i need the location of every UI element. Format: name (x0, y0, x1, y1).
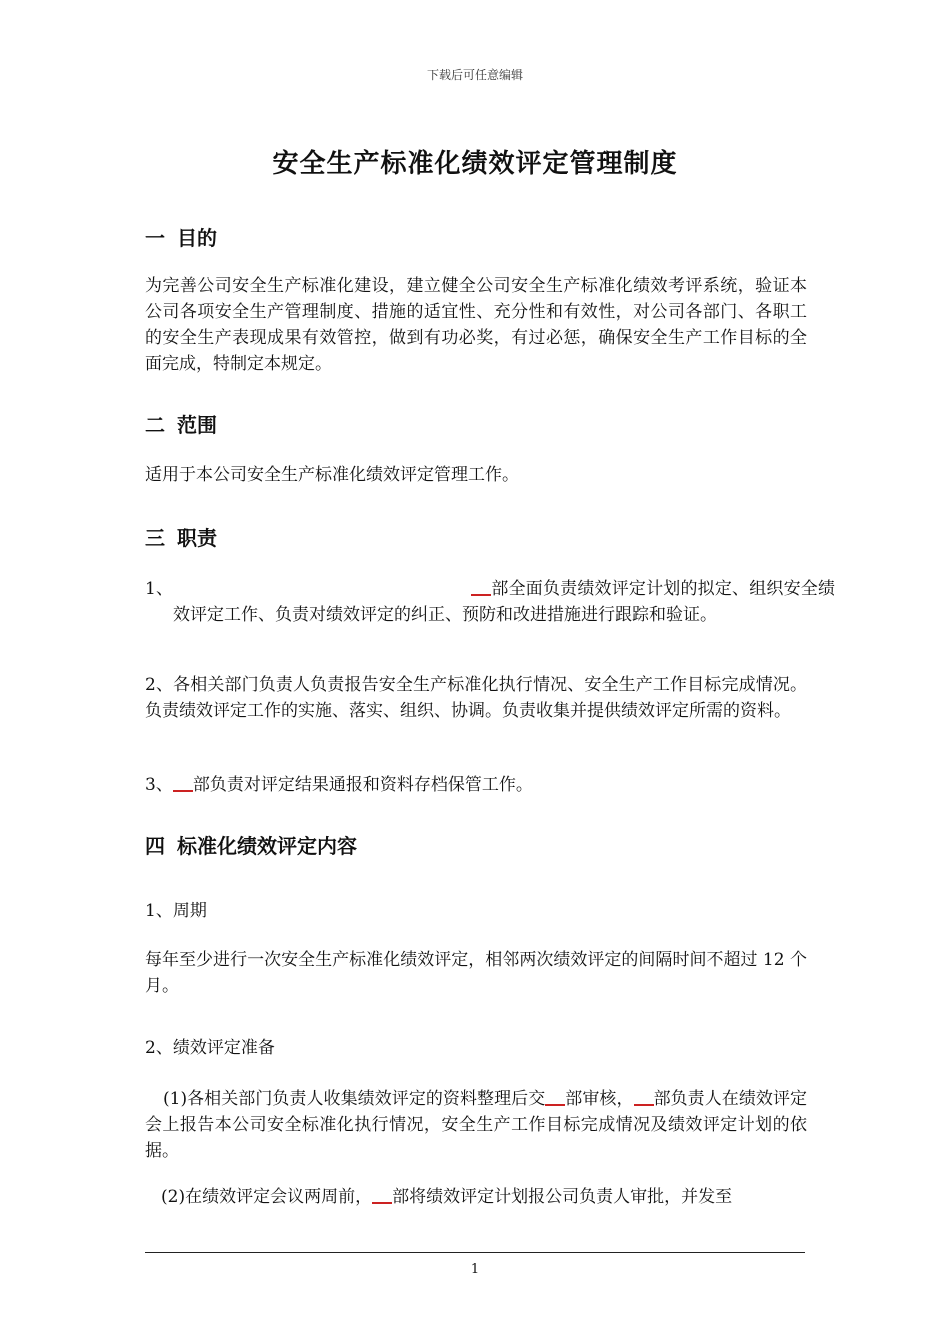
prep-text: 部负责人在绩效评定会上报告本公司安全标准化执行情况，安全生产工作目标完成情况及绩效评定计划的依据。 (145, 1089, 807, 1161)
cycle-paragraph: 每年至少进行一次安全生产标准化绩效评定，相邻两次绩效评定的间隔时间不超过 12 个月。 (145, 950, 807, 996)
prep-text: 部将绩效评定计划报公司负责人审批，并发至 (392, 1187, 733, 1207)
prep-paragraph-2 (145, 1182, 807, 1210)
section-heading-purpose (145, 222, 217, 251)
prep-paragraph-1 (145, 1084, 807, 1164)
section-title: 范围 (177, 413, 217, 437)
purpose-paragraph: 为完善公司安全生产标准化建设，建立健全公司安全生产标准化绩效考评系统，验证本公司各项安全生产管理制度、措施的适宜性、充分性和有效性，对公司各部门、各职工的安全生产表现成果有效管控，做到有功必奖，有过必惩，确保安全生产工作目标的全面完成，特制定本规定。 (145, 276, 807, 374)
section-heading-content (145, 830, 357, 859)
fill-blank (634, 1084, 654, 1106)
list-prefix: 3、 (145, 775, 173, 795)
page-number: 1 (470, 1262, 480, 1277)
duty-item-text: 部全面负责绩效评定计划的拟定、组织安全绩效评定工作、负责对绩效评定的纠正、预防和改进措施进行跟踪和验证。 (173, 579, 835, 625)
prep-text: (1)各相关部门负责人收集绩效评定的资料整理后交 (163, 1089, 546, 1109)
fill-blank (173, 770, 193, 792)
prep-text: 部审核， (565, 1089, 634, 1109)
subsection-cycle-title: 1、周期 (145, 901, 207, 921)
header-note: 下载后可任意编辑 (426, 68, 523, 82)
fill-blank (372, 1182, 392, 1204)
section-number: 三 (145, 526, 165, 550)
section-title: 标准化绩效评定内容 (177, 834, 357, 858)
section-heading-scope (145, 409, 217, 438)
document-title: 安全生产标准化绩效评定管理制度 (272, 149, 678, 179)
list-prefix: 1、 (145, 579, 174, 599)
section-number: 四 (145, 834, 165, 858)
prep-text: (2)在绩效评定会议两周前， (161, 1187, 373, 1207)
scope-paragraph: 适用于本公司安全生产标准化绩效评定管理工作。 (145, 465, 519, 485)
section-number: 二 (145, 413, 165, 437)
section-title: 职责 (177, 526, 217, 550)
fill-blank (471, 574, 491, 596)
section-heading-duties (145, 522, 217, 551)
section-number: 一 (145, 226, 165, 250)
footer-rule (145, 1252, 805, 1253)
duty-item-3 (145, 770, 807, 798)
subsection-prep-title: 2、绩效评定准备 (145, 1038, 275, 1058)
section-title: 目的 (177, 226, 217, 250)
duty-item-2: 2、各相关部门负责人负责报告安全生产标准化执行情况、安全生产工作目标完成情况。负责绩效评定工作的实施、落实、组织、协调。负责收集并提供绩效评定所需的资料。 (145, 675, 807, 721)
duty-item-text: 部负责对评定结果通报和资料存档保管工作。 (192, 775, 533, 795)
fill-blank (545, 1084, 565, 1106)
fill-blank (173, 576, 471, 596)
duty-item-1 (145, 574, 835, 628)
